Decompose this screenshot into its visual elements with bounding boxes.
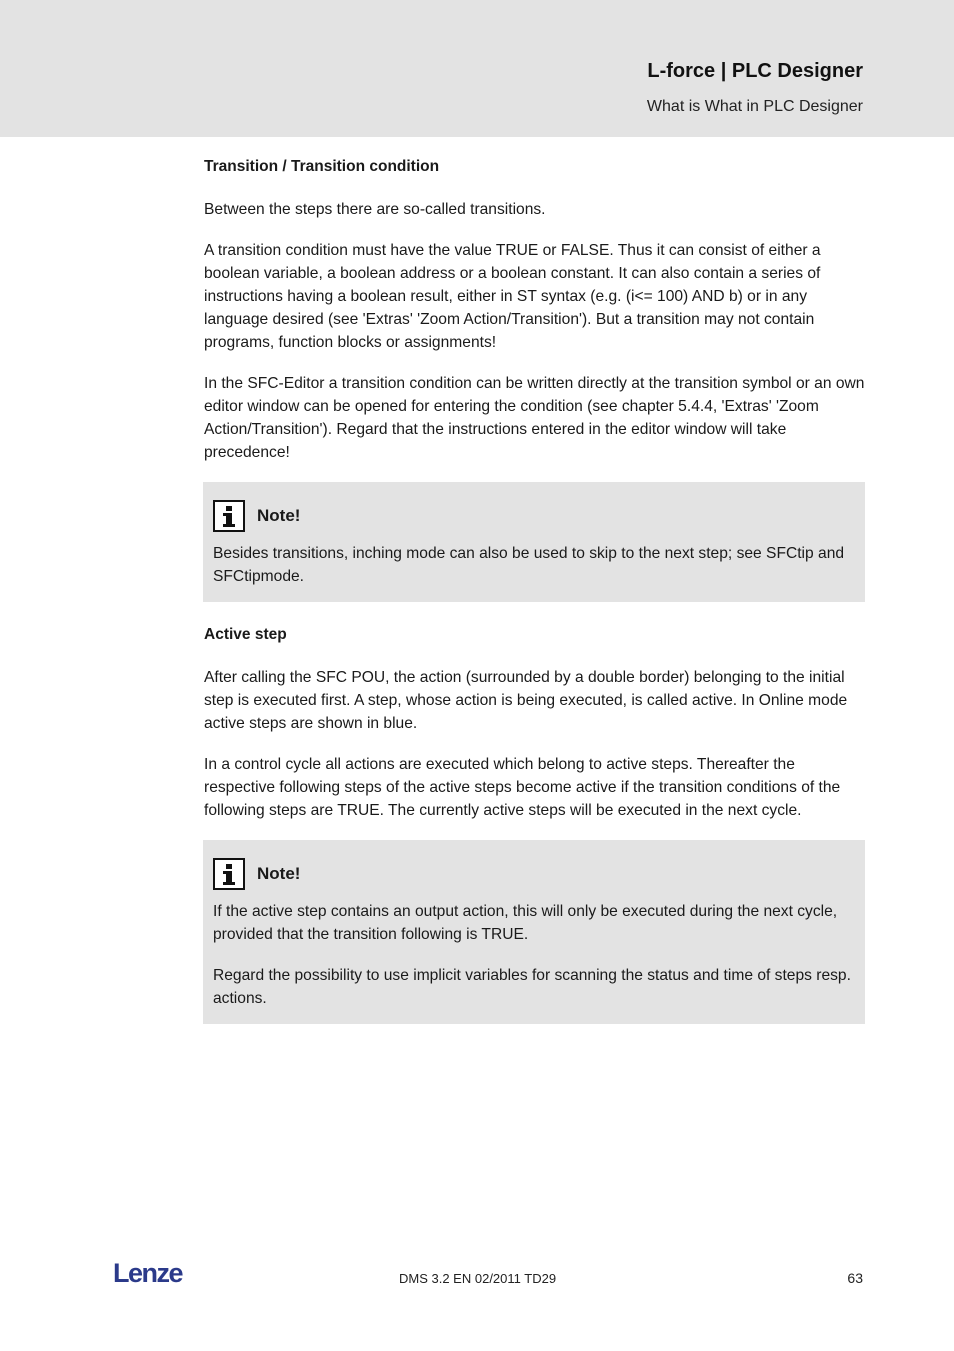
info-icon (213, 500, 245, 532)
note-text: Besides transitions, inching mode can also be used to skip to the next step; see SFCtip and SFCtipmode. (213, 545, 845, 585)
paragraph: A transition condition must have the value TRUE or FALSE. Thus it can consist of either a boolean variable, a boolean address or a boolean constant. It can also contain a series of instructions having a boolean result, either in ST syntax (e.g. (i<= 100) AND b) or in any language desired (see 'Extras' 'Zoom Action/Transition'). But a transition may not contain programs, function blocks or assignments! (204, 242, 821, 351)
main-content (204, 156, 866, 1046)
page-header-band (0, 0, 954, 137)
lenze-logo: Lenze (113, 1258, 183, 1288)
note-title: Note! (257, 506, 301, 525)
paragraph: Between the steps there are so-called transitions. (204, 201, 546, 218)
page-number: 63 (847, 1270, 863, 1286)
paragraph: In the SFC-Editor a transition condition can be written directly at the transition symbol or an own editor window can be opened for entering the condition (see chapter 5.4.4, 'Extras' 'Zoom Action/Transition'). Regard that the instructions entered in the editor window will take precedence! (204, 375, 865, 461)
note-header (213, 496, 855, 536)
info-icon (213, 858, 245, 890)
note-text: If the active step contains an output action, this will only be executed during the next cycle, provided that the transition following is TRUE. (213, 903, 838, 943)
section-heading-transition: Transition / Transition condition (204, 158, 440, 175)
note-box (203, 482, 865, 602)
document-id: DMS 3.2 EN 02/2011 TD29 (399, 1271, 557, 1286)
section-heading-active-step: Active step (204, 626, 287, 643)
document-title: L-force | PLC Designer (647, 60, 863, 82)
paragraph: In a control cycle all actions are executed which belong to active steps. Thereafter the respective following steps of the active steps become active if the transition conditions of the following steps are TRUE. The currently active steps will be executed in the next cycle. (204, 756, 841, 819)
paragraph: After calling the SFC POU, the action (surrounded by a double border) belonging to the initial step is executed first. A step, whose action is being executed, is called active. In Online mode active steps are shown in blue. (204, 669, 848, 732)
note-header (213, 854, 855, 894)
note-title: Note! (257, 864, 301, 883)
chapter-subtitle: What is What in PLC Designer (646, 98, 863, 115)
note-text: Regard the possibility to use implicit variables for scanning the status and time of steps resp. actions. (213, 967, 851, 1007)
note-box (203, 840, 865, 1024)
